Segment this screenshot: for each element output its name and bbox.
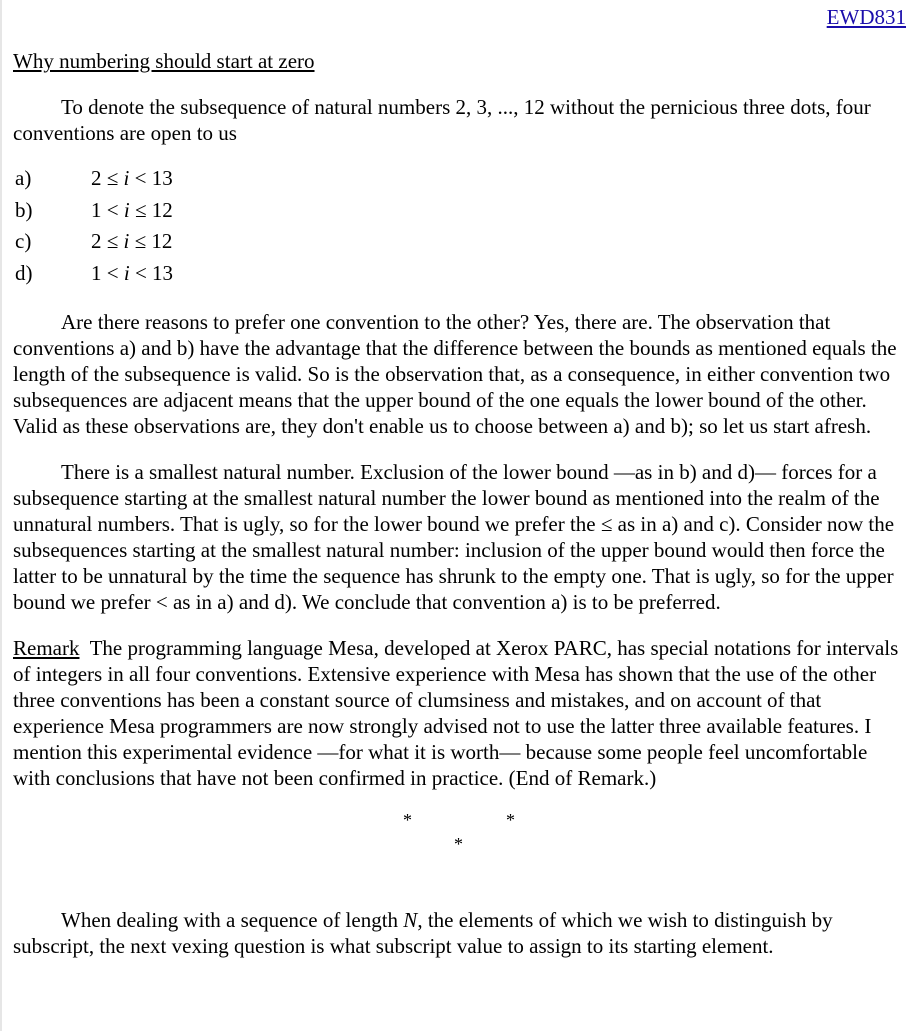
convention-label: b)	[15, 197, 33, 222]
paragraph-sequence-length	[13, 907, 908, 959]
convention-item	[15, 163, 908, 195]
separator-star: *	[506, 810, 515, 830]
convention-expression: 2 ≤ i < 13	[91, 166, 173, 190]
convention-expression: 1 < i < 13	[91, 260, 174, 285]
remark-text: The programming language Mesa, developed at Xerox PARC, has special notations for intervals of integers in all four conventions. Extensive experience with Mesa has shown that the use of the other three conventions has been a constant source of clumsiness and mistakes, and on account of that experience Mesa programmers are now strongly advised not to use the latter three available features. I mention this experimental evidence —for what it is worth— because some people feel uncomfortable with conclusions that have not been confirmed in practice. (End of Remark.)	[13, 636, 899, 790]
p5-text-before: When dealing with a sequence of length	[61, 908, 404, 932]
convention-item	[15, 258, 908, 290]
remark-paragraph	[13, 635, 908, 791]
convention-item	[15, 195, 908, 227]
variable-i: i	[123, 229, 130, 253]
conventions-list	[15, 163, 908, 289]
p5-text-after: , the elements of which we wish to distinguish by subscript, the next vexing question is what subscript value to assign to its starting element.	[13, 908, 833, 958]
page-left-border	[0, 0, 2, 1031]
variable-i: i	[123, 197, 130, 222]
variable-n: N	[403, 908, 418, 932]
ewd831-link[interactable]: EWD831	[826, 5, 906, 29]
paragraph-smallest-number: There is a smallest natural number. Exclusion of the lower bound —as in b) and d)— forces for a subsequence starting at the smallest natural number the lower bound as mentioned into the realm of the unnatural numbers. That is ugly, so for the lower bound we prefer the ≤ as in a) and c). Consider now the subsequences starting at the smallest natural number: inclusion of the upper bound would then force the latter to be unnatural by the time the sequence has shrunk to the empty one. That is ugly, so for the upper bound we prefer < as in a) and d). We conclude that convention a) is to be preferred.	[13, 460, 895, 614]
variable-i: i	[123, 166, 130, 190]
article-body	[13, 48, 908, 959]
convention-label: c)	[15, 229, 32, 253]
convention-expression: 1 < i ≤ 12	[91, 197, 173, 222]
section-separator	[13, 807, 908, 897]
variable-i: i	[123, 260, 130, 285]
separator-star: *	[454, 834, 463, 854]
intro-paragraph: To denote the subsequence of natural numbers 2, 3, ..., 12 without the pernicious three dots, four conventions are open to us	[13, 95, 871, 145]
convention-expression: 2 ≤ i ≤ 12	[91, 229, 173, 253]
convention-label: a)	[15, 166, 32, 190]
separator-star: *	[403, 810, 412, 830]
paragraph-reasons: Are there reasons to prefer one convention to the other? Yes, there are. The observation that conventions a) and b) have the advantage that the difference between the bounds as mentioned equals the length of the subsequence is valid. So is the observation that, as a consequence, in either convention two subsequences are adjacent means that the upper bound of the one equals the lower bound of the other. Valid as these observations are, they don't enable us to choose between a) and b); so let us start afresh.	[13, 310, 897, 438]
article-title: Why numbering should start at zero	[13, 49, 315, 73]
convention-item	[15, 226, 908, 258]
remark-label: Remark	[13, 636, 80, 660]
convention-label: d)	[15, 260, 33, 285]
